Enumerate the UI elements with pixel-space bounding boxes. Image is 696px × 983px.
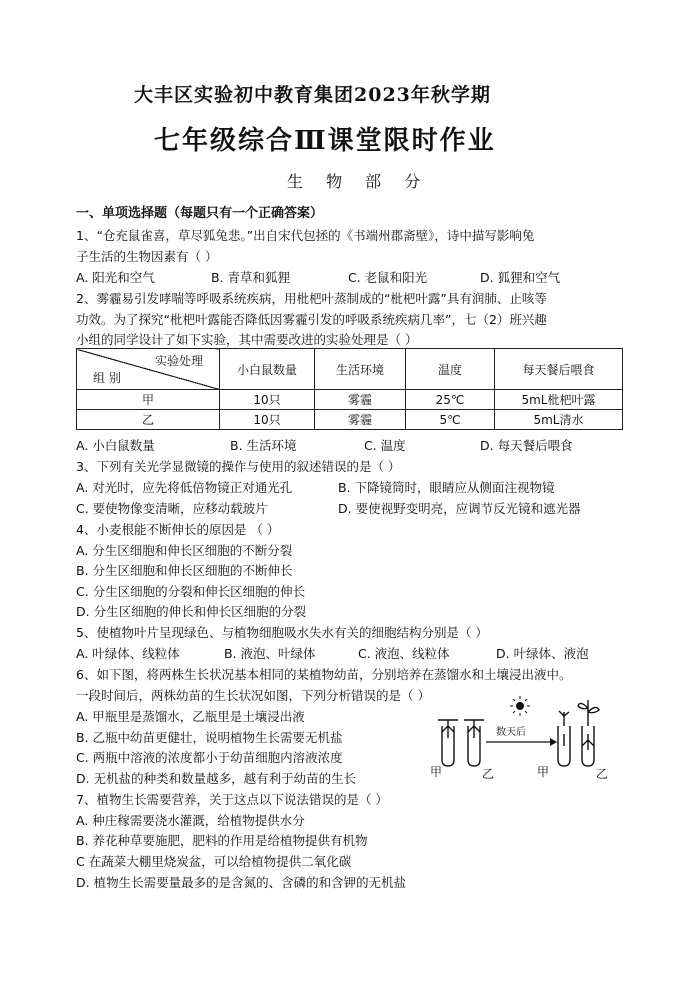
question-2-option-a: A. 小白鼠数量 <box>76 438 155 453</box>
table-cell: 乙 <box>77 410 220 430</box>
question-2-option-c: C. 温度 <box>364 438 406 453</box>
question-4-option-d: D. 分生区细胞的伸长和伸长区细胞的分裂 <box>76 604 307 619</box>
table-header-cell: 每天餐后喂食 <box>495 349 623 390</box>
table-row <box>77 390 623 410</box>
table-header-cell: 生活环境 <box>315 349 406 390</box>
table-cell: 10只 <box>220 410 315 430</box>
question-1-text: 1、“仓充鼠雀喜，草尽狐兔悲。”出自宋代包拯的《书端州郡斋壁》，诗中描写影响兔 <box>76 228 535 243</box>
seedling-jia-after <box>559 711 569 746</box>
table-cell: 5mL清水 <box>495 410 623 430</box>
section-heading: 一、单项选择题（每题只有一个正确答案） <box>76 206 324 221</box>
question-4-text: 4、小麦根能不断伸长的原因是 （ ） <box>76 522 280 537</box>
figure-label-yi-before: 乙 <box>482 767 495 781</box>
worksheet-title: 七年级综合Ⅲ课堂限时作业 <box>154 126 496 156</box>
figure-label-jia-after: 甲 <box>537 765 550 779</box>
question-3-text: 3、下列有关光学显微镜的操作与使用的叙述错误的是（ ） <box>76 459 401 474</box>
question-7-option-d: D. 植物生长需要量最多的是含氮的、含磷的和含钾的无机盐 <box>76 875 407 890</box>
question-5-option-b: B. 液泡、叶绿体 <box>224 646 316 661</box>
question-7-option-b: B. 养花种草要施肥，肥料的作用是给植物提供有机物 <box>76 833 368 848</box>
table-header-row <box>77 349 623 390</box>
question-2-option-b: B. 生活环境 <box>230 438 297 453</box>
question-5-option-d: D. 叶绿体、液泡 <box>496 646 589 661</box>
question-6-option-a: A. 甲瓶里是蒸馏水，乙瓶里是土壤浸出液 <box>76 709 305 724</box>
seedling-yi-before <box>464 720 484 738</box>
table-header-cell: 温度 <box>406 349 495 390</box>
question-5-option-c: C. 液泡、线粒体 <box>358 646 450 661</box>
question-6-text: 6、如下图，将两株生长状况基本相同的某植物幼苗，分别培养在蒸馏水和土壤浸出液中。 <box>76 667 572 682</box>
question-5-option-a: A. 叶绿体、线粒体 <box>76 646 180 661</box>
table-corner-cell <box>77 349 220 390</box>
subject-title: 生 物 部 分 <box>287 172 430 191</box>
question-6-option-d: D. 无机盐的种类和数量越多，越有利于幼苗的生长 <box>76 771 357 786</box>
question-4-option-a: A. 分生区细胞和伸长区细胞的不断分裂 <box>76 543 293 558</box>
table-corner-bottom-label: 组 别 <box>93 371 121 385</box>
time-arrow <box>486 738 557 746</box>
table-corner-top-label: 实验处理 <box>154 354 203 368</box>
table-cell: 雾霾 <box>315 410 406 430</box>
question-5-text: 5、使植物叶片呈现绿色、与植物细胞吸水失水有关的细胞结构分别是（ ） <box>76 625 488 640</box>
question-3-option-b: B. 下降镜筒时，眼睛应从侧面注视物镜 <box>338 480 555 495</box>
table-cell: 甲 <box>77 390 220 410</box>
table-header-cell: 小白鼠数量 <box>220 349 315 390</box>
table-cell: 雾霾 <box>315 390 406 410</box>
question-2-text-3: 小组的同学设计了如下实验，其中需要改进的实验处理是（ ） <box>76 332 418 347</box>
question-3-option-a: A. 对光时，应先将低倍物镜正对通光孔 <box>76 480 293 495</box>
school-title: 大丰区实验初中教育集团2023年秋学期 <box>134 84 491 106</box>
question-1-option-d: D. 狐狸和空气 <box>480 270 561 285</box>
figure-label-jia-before: 甲 <box>430 765 443 779</box>
table-cell: 5mL枇杷叶露 <box>495 390 623 410</box>
question-1-text-2: 子生活的生物因素有（ ） <box>76 249 218 264</box>
figure-label-yi-after: 乙 <box>596 767 609 781</box>
table-cell: 5℃ <box>406 410 495 430</box>
question-1-option-c: C. 老鼠和阳光 <box>348 270 428 285</box>
question-6-option-b: B. 乙瓶中幼苗更健壮，说明植物生长需要无机盐 <box>76 730 343 745</box>
sun-icon <box>510 696 530 716</box>
table-cell: 10只 <box>220 390 315 410</box>
question-1-option-b: B. 青草和狐狸 <box>211 270 291 285</box>
seedling-experiment-figure <box>424 694 620 784</box>
question-3-option-d: D. 要使视野变明亮，应调节反光镜和遮光器 <box>338 501 581 516</box>
seedling-yi-after <box>578 700 599 750</box>
question-3-option-c: C. 要使物像变清晰，应移动载玻片 <box>76 501 268 516</box>
question-6-option-c: C. 两瓶中溶液的浓度都小于幼苗细胞内溶液浓度 <box>76 750 343 765</box>
arrow-label: 数天后 <box>496 727 526 738</box>
experiment-table <box>76 348 623 430</box>
question-1-option-a: A. 阳光和空气 <box>76 270 155 285</box>
question-4-option-b: B. 分生区细胞和伸长区细胞的不断伸长 <box>76 563 293 578</box>
question-4-option-c: C. 分生区细胞的分裂和伸长区细胞的伸长 <box>76 584 306 599</box>
table-cell: 25℃ <box>406 390 495 410</box>
question-2-text: 2、雾霾易引发哮喘等呼吸系统疾病，用枇杷叶蒸制成的“枇杷叶露”具有润肺、止咳等 <box>76 291 547 306</box>
question-7-text: 7、植物生长需要营养，关于这点以下说法错误的是（ ） <box>76 792 388 807</box>
seedling-jia-before <box>438 720 458 738</box>
table-row <box>77 410 623 430</box>
question-2-text-2: 功效。为了探究“枇杷叶露能否降低因雾霾引发的呼吸系统疾病几率”，七（2）班兴趣 <box>76 312 547 327</box>
question-7-option-a: A. 种庄稼需要浇水灌溉，给植物提供水分 <box>76 813 305 828</box>
question-7-option-c: C 在蔬菜大棚里烧炭盆，可以给植物提供二氧化碳 <box>76 854 352 869</box>
question-2-option-d: D. 每天餐后喂食 <box>480 438 573 453</box>
question-6-text-2: 一段时间后，两株幼苗的生长状况如图，下列分析错误的是（ ） <box>76 688 430 703</box>
